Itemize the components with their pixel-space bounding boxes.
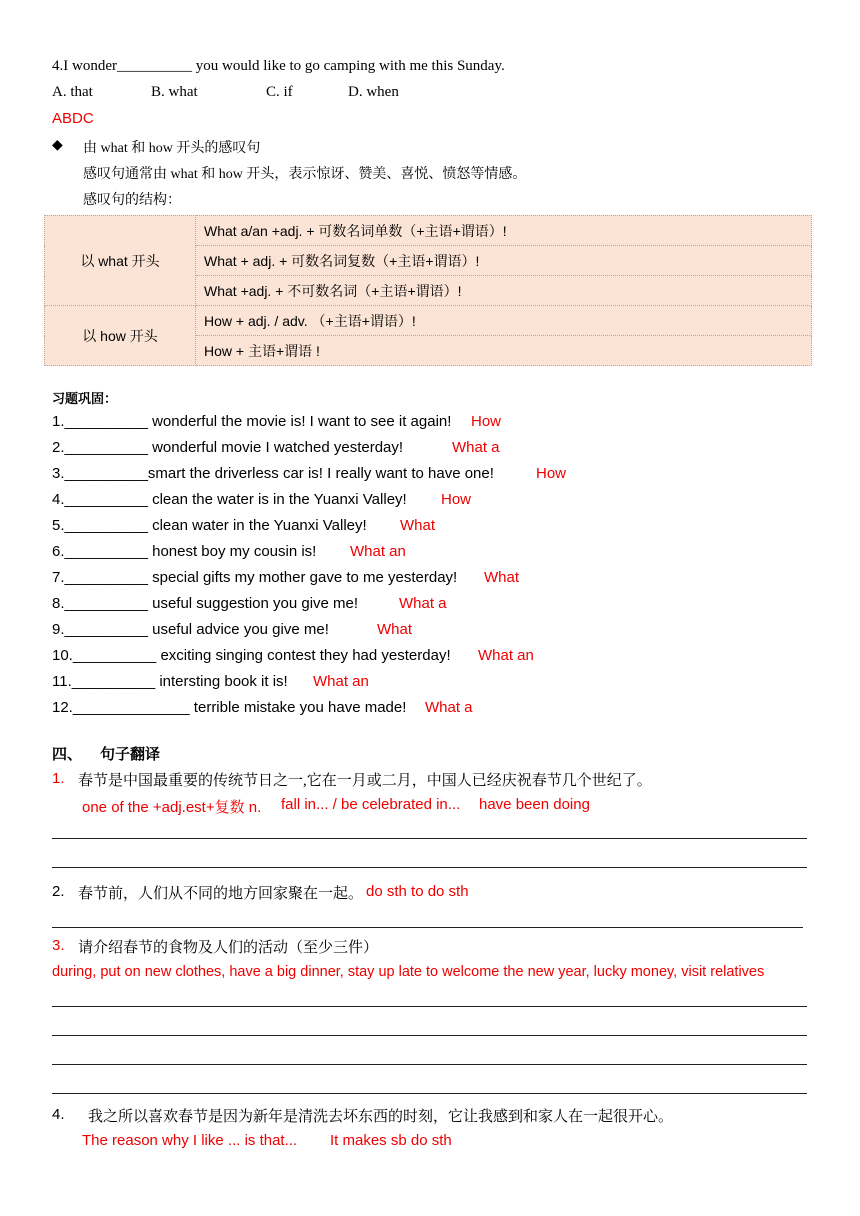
option-d: D. when [348,84,399,100]
exercise-answer: What an [350,543,406,560]
table-cell: How + 主语+谓语 ! [196,336,812,366]
sentence-1-number: 1. [52,770,65,787]
exercise-answer: What an [313,673,369,690]
sentence-1-text: 春节是中国最重要的传统节日之一,它在一月或二月，中国人已经庆祝春节几个世纪了。 [78,773,652,789]
sentence-3-text: 请介绍春节的食物及人们的活动（至少三件） [78,940,379,956]
sentence-1-hint: have been doing [479,796,590,813]
exercise-question: 12.______________ terrible mistake you have made! [52,699,407,716]
sentence-2-text: 春节前，人们从不同的地方回家聚在一起。 [78,886,364,902]
exercise-answer: What a [399,595,447,612]
sentence-4-hint: It makes sb do sth [330,1132,452,1149]
exercise-question: 3.__________smart the driverless car is! I really want to have one! [52,465,494,482]
table-row [45,306,812,336]
exercise-question: 6.__________ honest boy my cousin is! [52,543,317,560]
exclamation-structure-table [44,215,812,366]
section-four-heading: 句子翻译 [100,747,161,763]
question-4-text: 4.I wonder__________ you would like to go camping with me this Sunday. [52,58,505,74]
exercise-answer: What an [478,647,534,664]
sentence-1-hint: fall in... / be celebrated in... [281,796,461,813]
answer-line [52,927,803,928]
exercise-question: 7.__________ special gifts my mother gave to me yesterday! [52,569,458,586]
answer-line [52,838,807,839]
exercise-question: 4.__________ clean the water is in the Yuanxi Valley! [52,491,407,508]
answer-line [52,867,807,868]
table-cell: What a/an +adj. + 可数名词单数（+主语+谓语）! [196,216,812,246]
sentence-4-hint: The reason why I like ... is that... [82,1132,298,1149]
what-group-header: 以 what 开头 [45,216,196,306]
answer-line [52,1035,807,1036]
exercise-question: 8.__________ useful suggestion you give me! [52,595,359,612]
sentence-2-hint: do sth to do sth [366,883,469,900]
exercise-answer: What [400,517,436,534]
option-a: A. that [52,84,93,100]
structure-label: 感叹句的结构： [83,193,181,208]
section-title: 由 what 和 how 开头的感叹句 [83,141,261,156]
table-cell: What +adj. + 不可数名词（+主语+谓语）! [196,276,812,306]
exercise-answer: What a [452,439,500,456]
exercise-answer: What a [425,699,473,716]
sentence-3-number: 3. [52,937,65,954]
sentence-4-text: 我之所以喜欢春节是因为新年是清洗去坏东西的时刻，它让我感到和家人在一起很开心。 [88,1109,674,1125]
exercise-question: 2.__________ wonderful movie I watched yesterday! [52,439,404,456]
exercise-question: 5.__________ clean water in the Yuanxi Valley! [52,517,367,534]
exercise-answer: How [441,491,472,508]
sentence-1-hint: one of the +adj.est+复数 n. [82,799,262,816]
how-group-header: 以 how 开头 [45,306,196,366]
table-cell: What + adj. + 可数名词复数（+主语+谓语）! [196,246,812,276]
exercise-answer: What [484,569,520,586]
answer-line [52,1064,807,1065]
section-four-number: 四、 [52,747,83,763]
exercise-question: 10.__________ exciting singing contest they had yesterday! [52,647,451,664]
sentence-2-number: 2. [52,883,65,900]
exercise-answer: How [471,413,502,430]
diamond-bullet-icon: ◆ [52,136,63,152]
section-description: 感叹句通常由 what 和 how 开头，表示惊讶、赞美、喜悦、愤怒等情感。 [83,167,527,182]
exercise-answer: How [536,465,567,482]
sentence-4-number: 4. [52,1106,65,1123]
answer-line [52,1093,807,1094]
table-row [45,216,812,246]
exercise-question: 1.__________ wonderful the movie is! I want to see it again! [52,413,452,430]
table-cell: How + adj. / adv. （+主语+谓语）! [196,306,812,336]
exercises-title: 习题巩固： [52,391,118,406]
exercise-answer: What [377,621,413,638]
option-b: B. what [151,84,198,100]
answer-line [52,1006,807,1007]
exercise-question: 11.__________ intersting book it is! [52,673,288,690]
sentence-3-hint: during, put on new clothes, have a big dinner, stay up late to welcome the new year, lucky money, visit relatives [52,964,765,980]
option-c: C. if [266,84,293,100]
answer-key: ABDC [52,110,94,127]
exercise-question: 9.__________ useful advice you give me! [52,621,329,638]
